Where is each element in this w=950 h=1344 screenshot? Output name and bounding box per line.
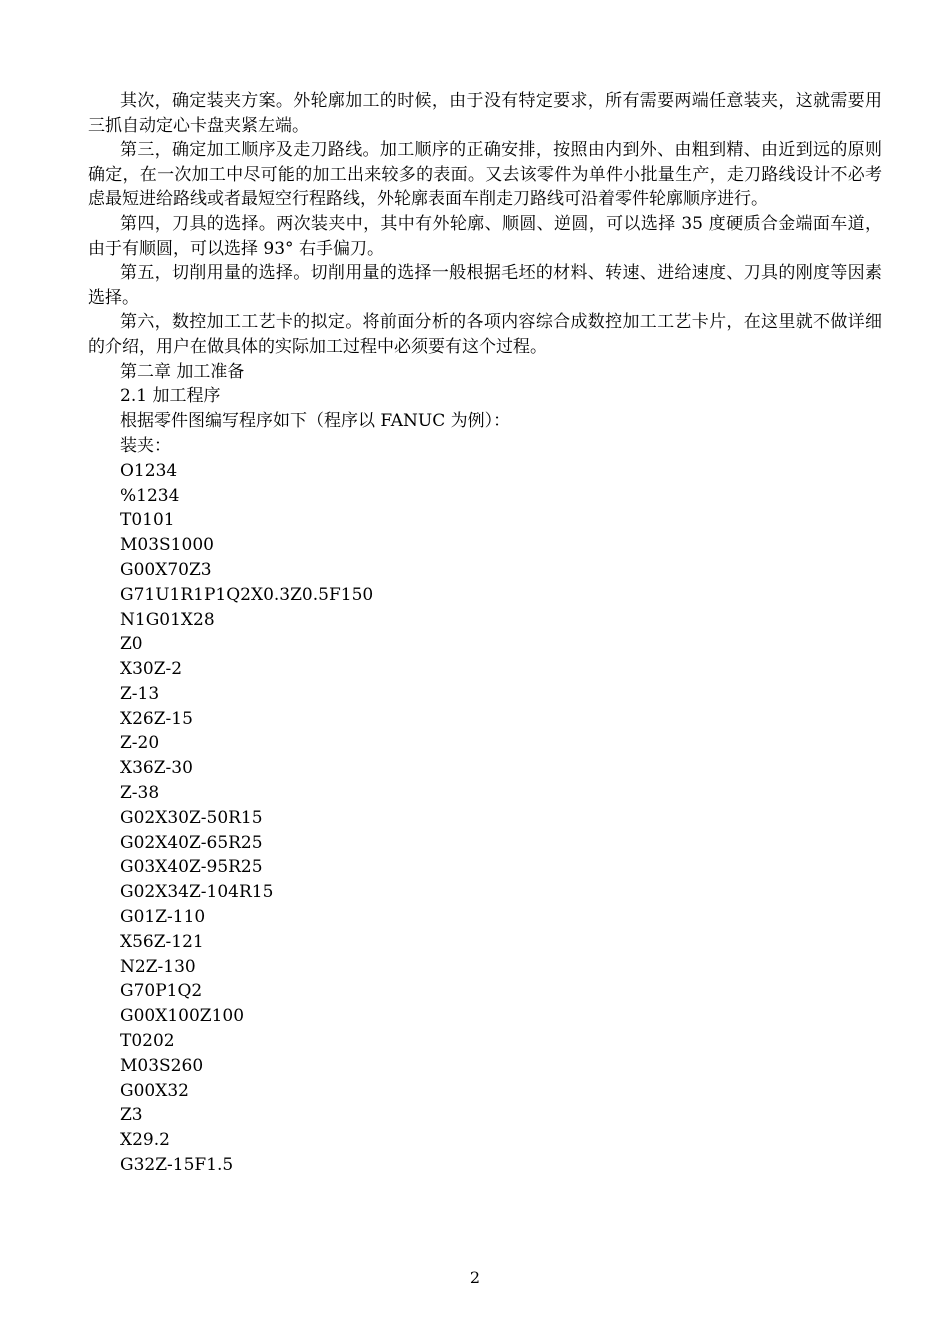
program-line: X30Z-2: [120, 659, 183, 680]
program-line: G02X40Z-65R25: [120, 832, 263, 853]
program-line: G00X70Z3: [120, 559, 212, 580]
program-line: T0202: [120, 1031, 175, 1052]
program-line: G00X32: [120, 1080, 189, 1101]
program-line: Z-38: [120, 783, 160, 804]
chapter-title: 第二章 加工准备: [120, 361, 245, 382]
program-line: X56Z-121: [120, 931, 204, 952]
program-intro: 根据零件图编写程序如下（程序以 FANUC 为例）：: [120, 411, 511, 432]
program-line: G02X30Z-50R15: [120, 807, 263, 828]
program-line: O1234: [120, 460, 178, 481]
program-line: %1234: [120, 485, 180, 506]
program-line: G03X40Z-95R25: [120, 857, 263, 878]
program-line: Z3: [120, 1105, 143, 1126]
program-line: M03S1000: [120, 535, 214, 556]
program-line: T0101: [120, 510, 175, 531]
clamp-label: 装夹：: [120, 435, 171, 456]
program-line: N2Z-130: [120, 956, 196, 977]
program-listing: [88, 459, 882, 1178]
paragraph-machining-sequence: 第三，确定加工顺序及走刀路线。加工顺序的正确安排，按照由内到外、由粗到精、由近到远的原则确定，在一次加工中尽可能的加工出来较多的表面。又去该零件为单件小批量生产，走刀路线设计不必考虑最短进给路线或者最短空行程路线，外轮廓表面车削走刀路线可沿着零件轮廓顺序进行。: [88, 140, 882, 210]
program-line: Z-13: [120, 683, 160, 704]
program-line: X26Z-15: [120, 708, 193, 729]
paragraph-clamping-plan: 其次，确定装夹方案。外轮廓加工的时候，由于没有特定要求，所有需要两端任意装夹，这就需要用三抓自动定心卡盘夹紧左端。: [88, 91, 882, 136]
program-line: Z0: [120, 634, 143, 655]
paragraph-cutting-parameters: 第五，切削用量的选择。切削用量的选择一般根据毛坯的材料、转速、进给速度、刀具的刚度等因素选择。: [88, 263, 882, 308]
program-line: G32Z-15F1.5: [120, 1155, 234, 1176]
page-number: 2: [469, 1268, 481, 1287]
program-line: G02X34Z-104R15: [120, 882, 274, 903]
program-line: G71U1R1P1Q2X0.3Z0.5F150: [120, 584, 374, 605]
page-body: [88, 89, 882, 1178]
program-line: X36Z-30: [120, 758, 193, 779]
program-line: M03S260: [120, 1055, 204, 1076]
program-line: G00X100Z100: [120, 1006, 245, 1027]
program-line: G01Z-110: [120, 907, 206, 928]
program-line: X29.2: [120, 1130, 170, 1151]
program-line: G70P1Q2: [120, 981, 203, 1002]
program-line: N1G01X28: [120, 609, 215, 630]
paragraph-tool-selection: 第四，刀具的选择。两次装夹中，其中有外轮廓、顺圆、逆圆，可以选择 35 度硬质合金端面车道，由于有顺圆，可以选择 93° 右手偏刀。: [88, 213, 882, 259]
section-title: 2.1 加工程序: [120, 386, 221, 407]
program-line: Z-20: [120, 733, 160, 754]
paragraph-process-card: 第六，数控加工工艺卡的拟定。将前面分析的各项内容综合成数控加工工艺卡片，在这里就不做详细的介绍，用户在做具体的实际加工过程中必须要有这个过程。: [88, 312, 882, 357]
